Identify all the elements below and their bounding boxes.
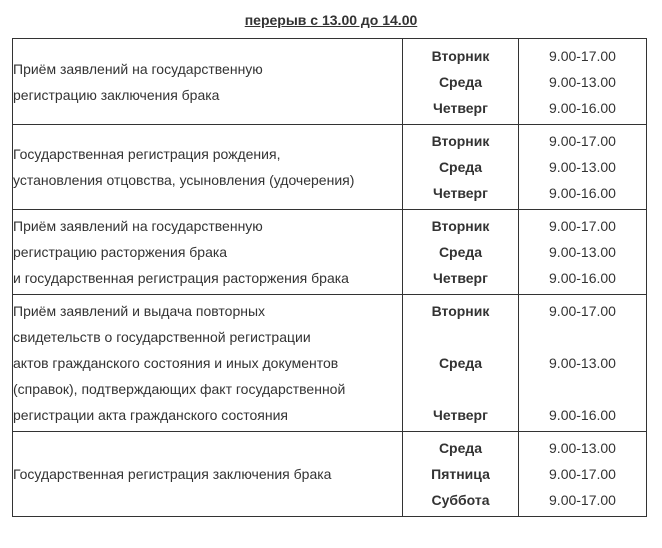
table-row <box>13 210 647 295</box>
description-line: Приём заявлений и выдача повторных <box>13 303 266 319</box>
description-line: актов гражданского состояния и иных документов <box>13 355 339 371</box>
description-line: Приём заявлений на государственную <box>13 60 263 77</box>
weekday: Четверг <box>433 407 488 423</box>
break-time-heading: перерыв с 13.00 до 14.00 <box>244 12 418 28</box>
hours: 9.00-17.00 <box>549 47 616 64</box>
schedule-table <box>12 38 647 517</box>
weekday: Суббота <box>431 492 490 508</box>
service-description <box>13 39 403 125</box>
hours: 9.00-17.00 <box>549 492 616 508</box>
weekday: Среда <box>438 159 483 175</box>
hours: 9.00-13.00 <box>549 159 616 175</box>
hours: 9.00-16.00 <box>549 99 616 116</box>
weekday: Четверг <box>433 270 488 286</box>
hours: 9.00-13.00 <box>549 440 616 456</box>
description-line: установления отцовства, усыновления (удочерения) <box>13 172 355 188</box>
hours-cell <box>519 210 647 295</box>
weekday: Вторник <box>431 218 490 234</box>
hours: 9.00-17.00 <box>549 303 616 319</box>
description-line: свидетельств о государственной регистрации <box>13 329 311 345</box>
table-row <box>13 295 647 432</box>
table-row <box>13 39 647 125</box>
hours: 9.00-13.00 <box>549 73 616 90</box>
weekday: Среда <box>438 73 483 90</box>
weekday: Среда <box>438 355 483 371</box>
weekday: Вторник <box>431 47 490 64</box>
weekday: Пятница <box>431 466 490 482</box>
weekday-cell <box>403 39 519 125</box>
hours: 9.00-16.00 <box>549 407 616 423</box>
weekday: Четверг <box>433 99 488 116</box>
description-line: регистрацию заключения брака <box>13 86 220 103</box>
hours: 9.00-16.00 <box>549 185 616 201</box>
weekday: Среда <box>438 244 483 260</box>
hours: 9.00-13.00 <box>549 355 616 371</box>
weekday-cell <box>403 432 519 517</box>
hours-cell <box>519 125 647 210</box>
description-line: Государственная регистрация рождения, <box>13 146 281 162</box>
service-description <box>13 295 403 432</box>
hours: 9.00-17.00 <box>549 466 616 482</box>
weekday: Четверг <box>433 185 488 201</box>
weekday-cell <box>403 210 519 295</box>
hours-cell <box>519 295 647 432</box>
description-line: (справок), подтверждающих факт государственной <box>13 381 346 397</box>
weekday: Среда <box>438 440 483 456</box>
description-line: регистрацию расторжения брака <box>13 244 228 260</box>
description-line: регистрации акта гражданского состояния <box>13 407 289 423</box>
description-line: и государственная регистрация расторжения брака <box>13 270 349 286</box>
hours: 9.00-13.00 <box>549 244 616 260</box>
weekday-cell <box>403 125 519 210</box>
service-description <box>13 210 403 295</box>
weekday: Вторник <box>431 133 490 149</box>
table-row <box>13 432 647 517</box>
weekday: Вторник <box>431 303 490 319</box>
hours: 9.00-17.00 <box>549 218 616 234</box>
hours: 9.00-16.00 <box>549 270 616 286</box>
description-line: Приём заявлений на государственную <box>13 218 263 234</box>
hours-cell <box>519 432 647 517</box>
service-description <box>13 125 403 210</box>
table-row <box>13 125 647 210</box>
hours: 9.00-17.00 <box>549 133 616 149</box>
hours-cell <box>519 39 647 125</box>
weekday-cell <box>403 295 519 432</box>
description-line: Государственная регистрация заключения брака <box>13 466 332 482</box>
service-description <box>13 432 403 517</box>
